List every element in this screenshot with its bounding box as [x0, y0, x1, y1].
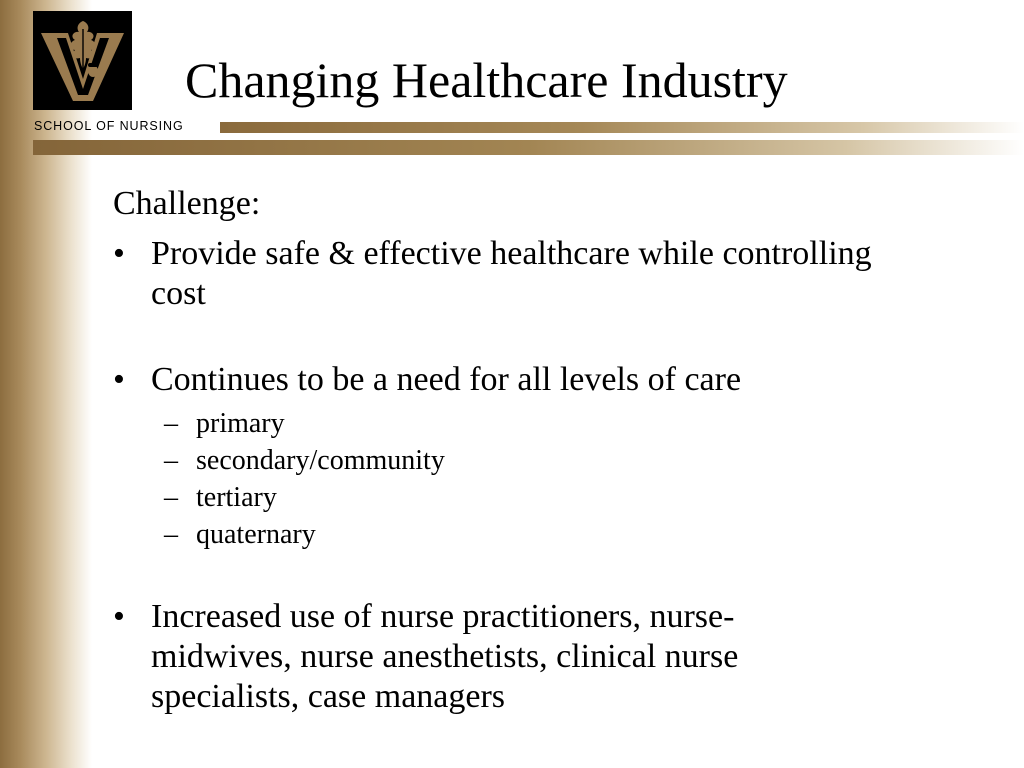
slide-body — [113, 184, 873, 717]
bullet-item — [113, 234, 873, 314]
dash-icon: – — [164, 408, 178, 439]
challenge-label: Challenge: — [113, 185, 261, 222]
dash-icon: – — [164, 482, 178, 513]
school-of-nursing-label: SCHOOL OF NURSING — [34, 119, 184, 133]
dash-icon: – — [164, 445, 178, 476]
bullet-text: Increased use of nurse practitioners, nurse-midwives, nurse anesthetists, clinical nurse specialists, case managers — [151, 598, 739, 715]
sub-item-text: primary — [196, 408, 285, 439]
care-levels-list — [113, 405, 873, 553]
sub-list-item — [113, 405, 873, 442]
bullet-item — [113, 597, 873, 717]
dash-icon: – — [164, 519, 178, 550]
sub-item-text: quaternary — [196, 519, 316, 550]
oak-leaf-v-icon — [33, 11, 132, 110]
header-stripe-top — [220, 122, 1024, 133]
header-stripe-bottom — [33, 140, 1024, 155]
bullet-text: Continues to be a need for all levels of care — [151, 361, 742, 398]
sub-item-text: secondary/community — [196, 445, 445, 476]
sub-list-item — [113, 479, 873, 516]
sub-list-item — [113, 516, 873, 553]
school-logo — [33, 11, 132, 110]
bullet-icon: • — [113, 361, 125, 398]
bullet-icon: • — [113, 598, 125, 635]
slide-title: Changing Healthcare Industry — [185, 52, 788, 108]
sub-list-item — [113, 442, 873, 479]
sub-item-text: tertiary — [196, 482, 277, 513]
left-decorative-bar — [0, 0, 92, 768]
bullet-item — [113, 360, 873, 400]
bullet-icon: • — [113, 235, 125, 272]
bullet-text: Provide safe & effective healthcare while controlling cost — [151, 235, 872, 312]
